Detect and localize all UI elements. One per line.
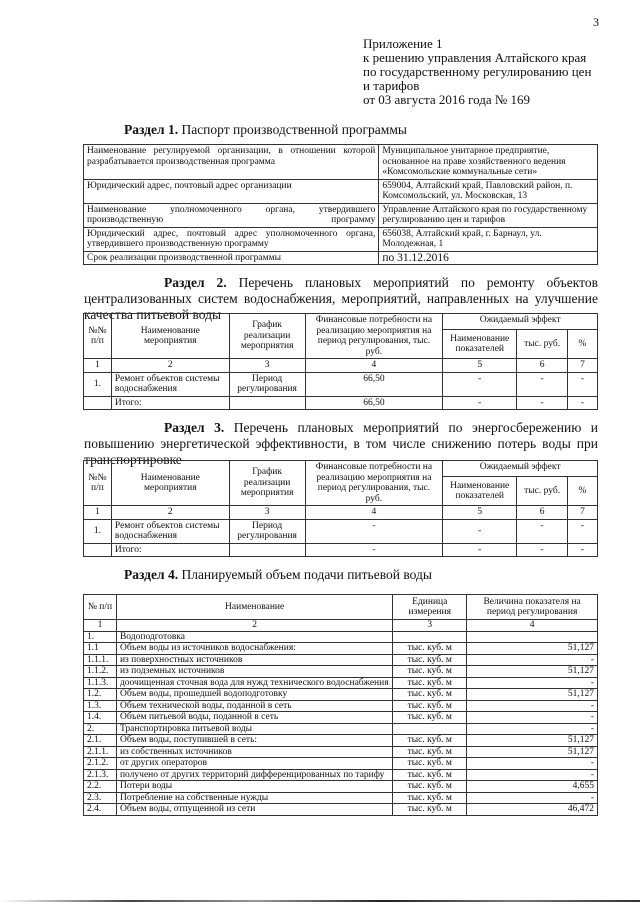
total-finance: -: [305, 543, 443, 557]
row-num: 1.2.: [84, 689, 117, 701]
passport-field-value: 659004, Алтайский край, Павловский район, п. Комсомольский, ул. Московская, 13: [379, 179, 598, 203]
col-header-effect-pct: %: [568, 477, 598, 506]
col-number: 1: [84, 620, 117, 632]
row-num: 2.1.3.: [84, 769, 117, 781]
col-number: 6: [517, 359, 568, 373]
total-effect-pct: -: [568, 543, 598, 557]
row-value: 51,127: [467, 689, 598, 701]
col-number: 5: [443, 506, 517, 520]
page-number: 3: [593, 15, 599, 29]
row-num: 1.: [84, 519, 112, 543]
total-row: [84, 543, 598, 557]
row-effect-name: -: [443, 519, 517, 543]
table-header-row: [84, 461, 598, 477]
row-value: 51,127: [467, 666, 598, 678]
col-header-effect: Ожидаемый эффект: [443, 461, 598, 477]
table-row: [84, 792, 598, 804]
table-row: [84, 735, 598, 747]
col-header-num: № п/п: [84, 595, 117, 620]
row-effect-name: -: [443, 372, 517, 396]
column-number-row: [84, 359, 598, 373]
passport-field-value: Муниципальное унитарное предприятие, основанное на праве хозяйственного ведения «Комсомольские коммунальные сети»: [379, 145, 598, 180]
row-unit: тыс. куб. м: [393, 700, 467, 712]
col-header-effect-rub: тыс. руб.: [517, 330, 568, 359]
section1-heading: [124, 122, 407, 138]
table-row: [84, 769, 598, 781]
col-header-name: Наименование: [116, 595, 392, 620]
column-number-row: [84, 506, 598, 520]
col-number: 3: [229, 506, 305, 520]
col-number: 2: [111, 359, 229, 373]
row-name: Объем воды, прошедшей водоподготовку: [116, 689, 392, 701]
row-value: [467, 631, 598, 643]
row-num: 2.4.: [84, 804, 117, 816]
appendix-header: [363, 37, 591, 107]
row-value: -: [467, 677, 598, 689]
section4-table: [83, 594, 598, 816]
col-number: 7: [568, 506, 598, 520]
col-header-effect-name: Наименование показателей: [443, 330, 517, 359]
col-header-unit: Единица измерения: [393, 595, 467, 620]
row-value: -: [467, 700, 598, 712]
appendix-line: Приложение 1: [363, 36, 443, 51]
table-row: [84, 631, 598, 643]
row-name: из собственных источников: [116, 746, 392, 758]
table-row: [84, 700, 598, 712]
row-num: 1.: [84, 631, 117, 643]
col-number: 4: [467, 620, 598, 632]
row-num: 2.: [84, 723, 117, 735]
scan-edge-divider: [0, 900, 640, 902]
column-number-row: [84, 620, 598, 632]
total-label: Итого:: [111, 543, 229, 557]
table-row: [84, 203, 598, 227]
row-num: 1.1.3.: [84, 677, 117, 689]
passport-field-value: по 31.12.2016: [379, 251, 598, 265]
table-row: [84, 746, 598, 758]
row-effect-pct: -: [568, 519, 598, 543]
row-unit: тыс. куб. м: [393, 792, 467, 804]
row-value: -: [467, 758, 598, 770]
table-header-row: [84, 595, 598, 620]
appendix-line: к решению управления Алтайского края: [363, 50, 587, 65]
table-row: [84, 758, 598, 770]
table-row: [84, 145, 598, 180]
table-row: [84, 804, 598, 816]
col-header-effect: Ожидаемый эффект: [443, 314, 598, 330]
passport-table: [83, 144, 598, 265]
table-row: [84, 372, 598, 396]
section1-label: Раздел 1.: [124, 122, 179, 137]
row-name: из поверхностных источников: [116, 654, 392, 666]
row-value: -: [467, 792, 598, 804]
row-name: от других операторов: [116, 758, 392, 770]
table-row: [84, 179, 598, 203]
row-name: Водоподготовка: [116, 631, 392, 643]
row-num: 1.4.: [84, 712, 117, 724]
appendix-line: по государственному регулированию цен: [363, 64, 592, 79]
row-num: 1.: [84, 372, 112, 396]
row-finance: 66,50: [305, 372, 443, 396]
table-row: [84, 251, 598, 265]
col-header-finance: Финансовые потребности на реализацию мероприятия на период регулирования, тыс. руб.: [305, 314, 443, 359]
passport-field-name: Наименование уполномоченного органа, утвердившего производственную программу: [84, 203, 379, 227]
passport-field-name: Юридический адрес, почтовый адрес уполномоченного органа, утвердившего производственную программу: [84, 227, 379, 251]
section4-label: Раздел 4.: [124, 567, 179, 582]
section1-title: Паспорт производственной программы: [181, 122, 407, 137]
row-effect-pct: -: [568, 372, 598, 396]
col-header-effect-rub: тыс. руб.: [517, 477, 568, 506]
row-name: из подземных источников: [116, 666, 392, 678]
row-name: Потери воды: [116, 781, 392, 793]
row-name: Объем воды, отпущенной из сети: [116, 804, 392, 816]
section2-table: [83, 313, 598, 410]
row-name: Транспортировка питьевой воды: [116, 723, 392, 735]
passport-field-name: Срок реализации производственной программы: [84, 251, 379, 265]
appendix-line: от 03 августа 2016 года № 169: [363, 92, 531, 107]
row-unit: тыс. куб. м: [393, 758, 467, 770]
col-number: 4: [305, 359, 443, 373]
row-num: 2.1.: [84, 735, 117, 747]
row-unit: тыс. куб. м: [393, 677, 467, 689]
row-unit: [393, 723, 467, 735]
passport-field-value: 656038, Алтайский край, г. Барнаул, ул. Молодежная, 1: [379, 227, 598, 251]
passport-field-value: Управление Алтайского края по государственному регулированию цен и тарифов: [379, 203, 598, 227]
col-header-effect-name: Наименование показателей: [443, 477, 517, 506]
section4-title: Планируемый объем подачи питьевой воды: [181, 567, 432, 582]
total-label: Итого:: [111, 396, 229, 410]
table-header-row: [84, 314, 598, 330]
row-name: Потребление на собственные нужды: [116, 792, 392, 804]
col-number: 6: [517, 506, 568, 520]
col-number: 1: [84, 359, 112, 373]
row-unit: тыс. куб. м: [393, 689, 467, 701]
row-schedule: Период регулирования: [229, 372, 305, 396]
total-effect-pct: -: [568, 396, 598, 410]
row-value: -: [467, 654, 598, 666]
row-value: 51,127: [467, 643, 598, 655]
row-num: 1.1.1.: [84, 654, 117, 666]
table-row: [84, 643, 598, 655]
passport-field-name: Наименование регулируемой организации, в отношении которой разрабатывается производственная программа: [84, 145, 379, 180]
row-value: 51,127: [467, 735, 598, 747]
table-row: [84, 723, 598, 735]
col-header-value: Величина показателя на период регулирования: [467, 595, 598, 620]
table-row: [84, 677, 598, 689]
total-effect-rub: -: [517, 543, 568, 557]
row-value: 51,127: [467, 746, 598, 758]
col-header-schedule: График реализации мероприятия: [229, 461, 305, 506]
row-name: доочищенная сточная вода для нужд технического водоснабжения: [116, 677, 392, 689]
row-value: -: [467, 769, 598, 781]
row-name: Ремонт объектов системы водоснабжения: [111, 372, 229, 396]
row-unit: тыс. куб. м: [393, 769, 467, 781]
row-value: 4,655: [467, 781, 598, 793]
col-number: 3: [229, 359, 305, 373]
col-header-name: Наименование мероприятия: [111, 314, 229, 359]
row-name: Объем воды, поступившей в сеть:: [116, 735, 392, 747]
table-row: [84, 227, 598, 251]
col-header-finance: Финансовые потребности на реализацию мероприятия на период регулирования, тыс. руб.: [305, 461, 443, 506]
row-finance: -: [305, 519, 443, 543]
row-name: Объем питьевой воды, поданной в сеть: [116, 712, 392, 724]
row-num: 1.1: [84, 643, 117, 655]
row-effect-rub: -: [517, 372, 568, 396]
total-finance: 66,50: [305, 396, 443, 410]
table-row: [84, 689, 598, 701]
table-row: [84, 654, 598, 666]
row-num: 2.1.1.: [84, 746, 117, 758]
col-number: 3: [393, 620, 467, 632]
col-header-schedule: График реализации мероприятия: [229, 314, 305, 359]
table-row: [84, 781, 598, 793]
col-header-num: №№ п/п: [84, 461, 112, 506]
row-num: 2.1.2.: [84, 758, 117, 770]
row-unit: тыс. куб. м: [393, 666, 467, 678]
row-name: Объем воды из источников водоснабжения:: [116, 643, 392, 655]
col-header-name: Наименование мероприятия: [111, 461, 229, 506]
row-num: 1.1.2.: [84, 666, 117, 678]
row-name: Ремонт объектов системы водоснабжения: [111, 519, 229, 543]
col-header-effect-pct: %: [568, 330, 598, 359]
col-number: 7: [568, 359, 598, 373]
total-effect-rub: -: [517, 396, 568, 410]
section2-title: Перечень плановых мероприятий по ремонту объектов централизованных систем водоснабжения, мероприятий, направленных на улучшение качества питьевой воды: [84, 275, 598, 322]
col-number: 4: [305, 506, 443, 520]
row-unit: [393, 631, 467, 643]
passport-field-name: Юридический адрес, почтовый адрес организации: [84, 179, 379, 203]
table-row: [84, 519, 598, 543]
row-unit: тыс. куб. м: [393, 654, 467, 666]
section3-table: [83, 460, 598, 557]
row-unit: тыс. куб. м: [393, 804, 467, 816]
table-row: [84, 666, 598, 678]
total-effect-name: -: [443, 396, 517, 410]
row-unit: тыс. куб. м: [393, 781, 467, 793]
row-schedule: Период регулирования: [229, 519, 305, 543]
row-num: 2.3.: [84, 792, 117, 804]
row-unit: тыс. куб. м: [393, 712, 467, 724]
row-value: 46,472: [467, 804, 598, 816]
section3-title: Перечень плановых мероприятий по энергосбережению и повышению энергетической эффективности, в том числе снижению потерь воды при транспортировке: [84, 420, 599, 467]
section2-label: Раздел 2.: [164, 275, 227, 290]
total-row: [84, 396, 598, 410]
col-number: 2: [111, 506, 229, 520]
col-header-num: №№ п/п: [84, 314, 112, 359]
section3-label: Раздел 3.: [164, 420, 225, 435]
total-effect-name: -: [443, 543, 517, 557]
col-number: 5: [443, 359, 517, 373]
row-effect-rub: -: [517, 519, 568, 543]
table-row: [84, 712, 598, 724]
row-unit: тыс. куб. м: [393, 643, 467, 655]
row-unit: тыс. куб. м: [393, 746, 467, 758]
appendix-line: и тарифов: [363, 78, 420, 93]
col-number: 2: [116, 620, 392, 632]
row-num: 2.2.: [84, 781, 117, 793]
row-name: получено от других территорий дифференцированных по тарифу: [116, 769, 392, 781]
col-number: 1: [84, 506, 112, 520]
row-name: Объем технической воды, поданной в сеть: [116, 700, 392, 712]
section4-heading: [124, 567, 432, 583]
row-value: -: [467, 723, 598, 735]
row-num: 1.3.: [84, 700, 117, 712]
row-unit: тыс. куб. м: [393, 735, 467, 747]
row-value: -: [467, 712, 598, 724]
